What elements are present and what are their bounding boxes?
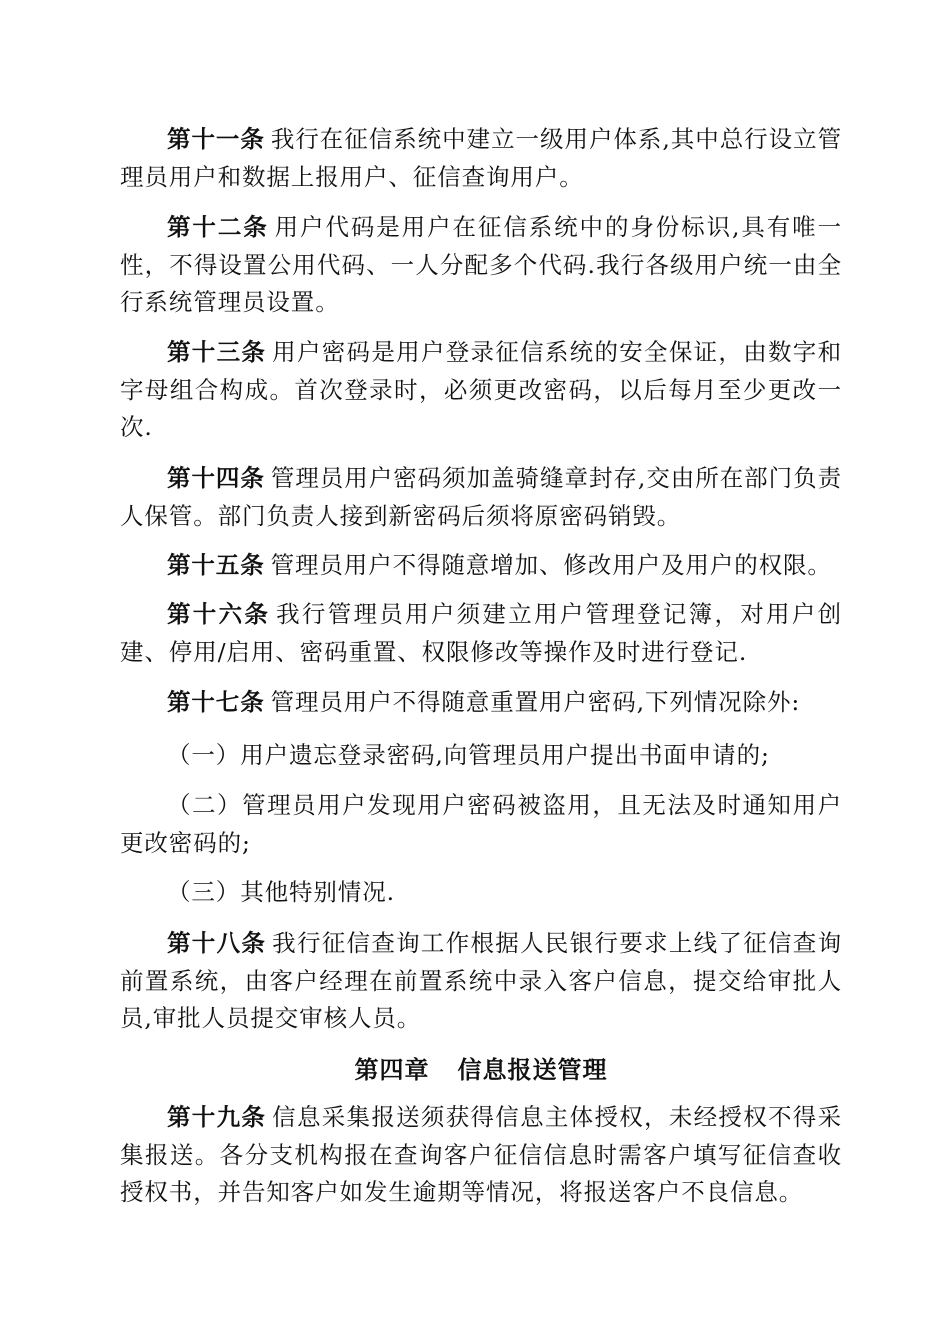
article-label: 第十五条 (167, 551, 265, 579)
article-19 (120, 1099, 842, 1212)
article-text: 用户代码是用户在征信系统中的身份标识,具有唯一性，不得设置公用代码、一人分配多个代码.我行各级用户统一由全行系统管理员设置。 (120, 213, 842, 316)
article-text: 管理员用户不得随意重置用户密码,下列情况除外: (270, 688, 801, 716)
article-text: 我行征信查询工作根据人民银行要求上线了征信查询前置系统，由客户经理在前置系统中录入客户信息，提交给审批人员,审批人员提交审核人员。 (120, 929, 842, 1032)
article-16 (120, 596, 842, 671)
list-item-1: （一）用户遗忘登录密码,向管理员用户提出书面申请的; (167, 741, 770, 769)
article-15 (120, 547, 842, 585)
chapter-number: 第四章 (354, 1056, 430, 1084)
article-text: 我行管理员用户须建立用户管理登记簿，对用户创建、停用/启用、密码重置、权限修改等操作及时进行登记. (120, 600, 842, 666)
article-13 (120, 334, 842, 447)
article-label: 第十二条 (167, 213, 269, 241)
article-text: 管理员用户不得随意增加、修改用户及用户的权限。 (270, 551, 832, 579)
list-item-3: （三）其他特别情况. (167, 878, 395, 906)
article-12 (120, 209, 842, 322)
article-text: 管理员用户密码须加盖骑缝章封存,交由所在部门负责人保管。部门负责人接到新密码后须将原密码销毁。 (120, 464, 842, 530)
article-18 (120, 925, 842, 1038)
article-label: 第十一条 (167, 125, 265, 153)
article-17 (120, 684, 842, 722)
list-item-2: （二）管理员用户发现用户密码被盗用，且无法及时通知用户更改密码的; (120, 791, 842, 857)
article-label: 第十六条 (167, 600, 271, 628)
article-label: 第十九条 (167, 1103, 267, 1131)
chapter-title: 信息报送管理 (457, 1056, 608, 1084)
article-label: 第十四条 (167, 464, 265, 492)
article-label: 第十八条 (167, 929, 267, 957)
article-label: 第十三条 (167, 338, 267, 366)
article-label: 第十七条 (167, 688, 265, 716)
article-text: 我行在征信系统中建立一级用户体系,其中总行设立管理员用户和数据上报用户、征信查询用户。 (120, 125, 842, 191)
chapter-heading (120, 1052, 842, 1089)
article-14 (120, 460, 842, 535)
article-11 (120, 121, 842, 196)
article-text: 用户密码是用户登录征信系统的安全保证，由数字和字母组合构成。首次登录时，必须更改密码，以后每月至少更改一次. (120, 338, 842, 441)
article-text: 信息采集报送须获得信息主体授权，未经授权不得采集报送。各分支机构报在查询客户征信信息时需客户填写征信查收授权书，并告知客户如发生逾期等情况，将报送客户不良信息。 (120, 1103, 842, 1206)
